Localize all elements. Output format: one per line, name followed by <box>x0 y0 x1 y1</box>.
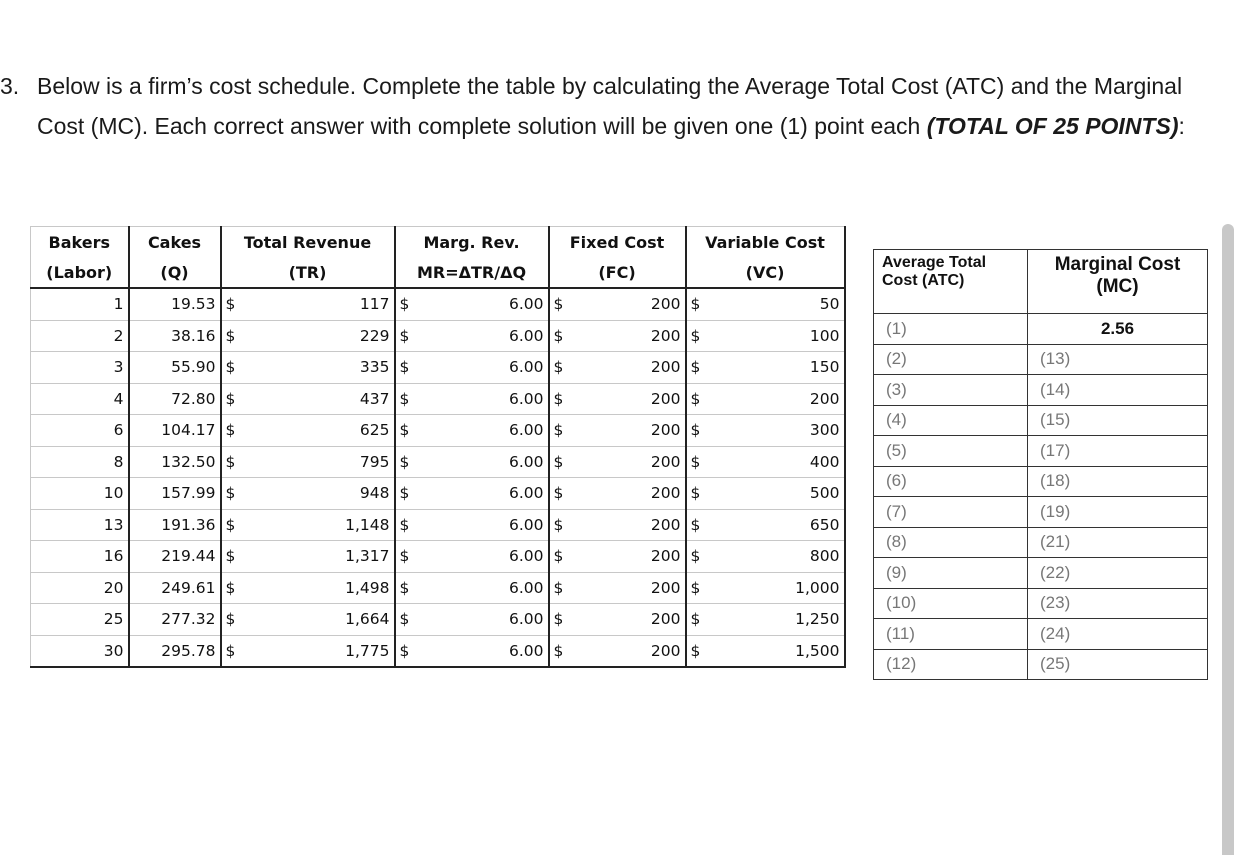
cakes-cell: 191.36 <box>129 509 221 541</box>
vc-currency-symbol: $ <box>686 320 710 352</box>
header-labor: Bakers <box>31 227 129 258</box>
variable-cost-cell: 650 <box>710 509 845 541</box>
cakes-cell: 277.32 <box>129 604 221 636</box>
header-cakes: Cakes <box>129 227 221 258</box>
variable-cost-cell: 300 <box>710 415 845 447</box>
labor-cell: 4 <box>31 383 129 415</box>
header-total-revenue-sub: (TR) <box>221 257 395 288</box>
tr-currency-symbol: $ <box>221 572 245 604</box>
header-fixed-cost-sub: (FC) <box>549 257 686 288</box>
marginal-revenue-cell: 6.00 <box>419 383 549 415</box>
mc-answer-cell: (19) <box>1028 497 1208 528</box>
marginal-revenue-cell: 6.00 <box>419 509 549 541</box>
cakes-cell: 72.80 <box>129 383 221 415</box>
cakes-cell: 249.61 <box>129 572 221 604</box>
mr-currency-symbol: $ <box>395 509 419 541</box>
variable-cost-cell: 150 <box>710 352 845 384</box>
labor-cell: 16 <box>31 541 129 573</box>
tr-currency-symbol: $ <box>221 478 245 510</box>
fixed-cost-cell: 200 <box>573 572 686 604</box>
table-row <box>31 604 845 636</box>
question-number: 3. <box>0 73 20 99</box>
mc-answer-cell: (18) <box>1028 466 1208 497</box>
mr-currency-symbol: $ <box>395 604 419 636</box>
mc-answer-cell: (17) <box>1028 436 1208 467</box>
mc-answer-cell: (24) <box>1028 619 1208 650</box>
cakes-cell: 38.16 <box>129 320 221 352</box>
labor-cell: 20 <box>31 572 129 604</box>
fc-currency-symbol: $ <box>549 352 573 384</box>
total-revenue-cell: 1,317 <box>245 541 395 573</box>
fixed-cost-cell: 200 <box>573 446 686 478</box>
total-revenue-cell: 1,664 <box>245 604 395 636</box>
table-row <box>874 436 1208 467</box>
fixed-cost-cell: 200 <box>573 541 686 573</box>
table-row <box>874 588 1208 619</box>
atc-answer-cell: (8) <box>874 527 1028 558</box>
tr-currency-symbol: $ <box>221 415 245 447</box>
tr-currency-symbol: $ <box>221 635 245 667</box>
total-revenue-cell: 625 <box>245 415 395 447</box>
mr-currency-symbol: $ <box>395 478 419 510</box>
atc-answer-cell: (1) <box>874 314 1028 345</box>
atc-answer-cell: (4) <box>874 405 1028 436</box>
tr-currency-symbol: $ <box>221 509 245 541</box>
labor-cell: 30 <box>31 635 129 667</box>
fc-currency-symbol: $ <box>549 446 573 478</box>
question-text <box>37 66 1200 146</box>
table-row <box>31 635 845 667</box>
table-row <box>31 415 845 447</box>
atc-answer-cell: (10) <box>874 588 1028 619</box>
table-row <box>874 375 1208 406</box>
fc-currency-symbol: $ <box>549 635 573 667</box>
table-row <box>31 572 845 604</box>
vc-currency-symbol: $ <box>686 478 710 510</box>
table-row <box>31 288 845 320</box>
mr-currency-symbol: $ <box>395 320 419 352</box>
answer-table <box>873 249 1208 680</box>
vc-currency-symbol: $ <box>686 635 710 667</box>
cakes-cell: 219.44 <box>129 541 221 573</box>
marginal-revenue-cell: 6.00 <box>419 635 549 667</box>
answer-table-wrap <box>873 249 1208 680</box>
header-marginal-cost: Marginal Cost (MC) <box>1028 250 1208 314</box>
variable-cost-cell: 800 <box>710 541 845 573</box>
mr-currency-symbol: $ <box>395 288 419 320</box>
table-row <box>874 405 1208 436</box>
table-row <box>31 478 845 510</box>
fixed-cost-cell: 200 <box>573 635 686 667</box>
fc-currency-symbol: $ <box>549 604 573 636</box>
total-revenue-cell: 948 <box>245 478 395 510</box>
marginal-revenue-cell: 6.00 <box>419 446 549 478</box>
header-fixed-cost: Fixed Cost <box>549 227 686 258</box>
mc-answer-cell: (15) <box>1028 405 1208 436</box>
total-revenue-cell: 117 <box>245 288 395 320</box>
header-row-2 <box>31 257 845 288</box>
fc-currency-symbol: $ <box>549 478 573 510</box>
fc-currency-symbol: $ <box>549 288 573 320</box>
vc-currency-symbol: $ <box>686 288 710 320</box>
total-revenue-cell: 335 <box>245 352 395 384</box>
mc-answer-cell: (21) <box>1028 527 1208 558</box>
atc-answer-cell: (9) <box>874 558 1028 589</box>
mr-currency-symbol: $ <box>395 415 419 447</box>
mc-answer-cell: (14) <box>1028 375 1208 406</box>
fixed-cost-cell: 200 <box>573 415 686 447</box>
vc-currency-symbol: $ <box>686 415 710 447</box>
vc-currency-symbol: $ <box>686 383 710 415</box>
mr-currency-symbol: $ <box>395 635 419 667</box>
table-row <box>31 352 845 384</box>
total-revenue-cell: 437 <box>245 383 395 415</box>
fc-currency-symbol: $ <box>549 415 573 447</box>
question-points-emphasis: (TOTAL OF 25 POINTS) <box>926 113 1179 139</box>
fc-currency-symbol: $ <box>549 572 573 604</box>
marginal-revenue-cell: 6.00 <box>419 352 549 384</box>
table-row <box>874 466 1208 497</box>
marginal-revenue-cell: 6.00 <box>419 288 549 320</box>
atc-answer-cell: (2) <box>874 344 1028 375</box>
header-marginal-revenue-sub: MR=ΔTR/ΔQ <box>395 257 549 288</box>
variable-cost-cell: 400 <box>710 446 845 478</box>
table-row <box>31 383 845 415</box>
variable-cost-cell: 500 <box>710 478 845 510</box>
total-revenue-cell: 229 <box>245 320 395 352</box>
marginal-revenue-cell: 6.00 <box>419 541 549 573</box>
question-text-main: Below is a firm’s cost schedule. Complete the table by calculating the Average Total Cost (ATC) and the Marginal Cost (MC). Each correct answer with complete solution will be given one (1) point each <box>37 73 1183 139</box>
header-variable-cost-sub: (VC) <box>686 257 845 288</box>
marginal-revenue-cell: 6.00 <box>419 572 549 604</box>
fixed-cost-cell: 200 <box>573 383 686 415</box>
marginal-revenue-cell: 6.00 <box>419 478 549 510</box>
variable-cost-cell: 200 <box>710 383 845 415</box>
table-row <box>874 497 1208 528</box>
tr-currency-symbol: $ <box>221 446 245 478</box>
atc-answer-cell: (12) <box>874 649 1028 680</box>
header-labor-sub: (Labor) <box>31 257 129 288</box>
marginal-revenue-cell: 6.00 <box>419 320 549 352</box>
mr-currency-symbol: $ <box>395 383 419 415</box>
labor-cell: 3 <box>31 352 129 384</box>
mc-answer-cell: (25) <box>1028 649 1208 680</box>
fc-currency-symbol: $ <box>549 541 573 573</box>
vertical-scrollbar[interactable] <box>1222 224 1234 855</box>
table-row <box>874 558 1208 589</box>
atc-answer-cell: (7) <box>874 497 1028 528</box>
total-revenue-cell: 1,775 <box>245 635 395 667</box>
fixed-cost-cell: 200 <box>573 352 686 384</box>
marginal-revenue-cell: 6.00 <box>419 415 549 447</box>
table-row <box>31 509 845 541</box>
header-cakes-sub: (Q) <box>129 257 221 288</box>
vc-currency-symbol: $ <box>686 604 710 636</box>
table-row <box>874 314 1208 345</box>
table-row <box>874 619 1208 650</box>
cakes-cell: 104.17 <box>129 415 221 447</box>
cakes-cell: 132.50 <box>129 446 221 478</box>
variable-cost-cell: 100 <box>710 320 845 352</box>
mc-answer-cell: (23) <box>1028 588 1208 619</box>
vc-currency-symbol: $ <box>686 352 710 384</box>
cakes-cell: 55.90 <box>129 352 221 384</box>
atc-answer-cell: (6) <box>874 466 1028 497</box>
tr-currency-symbol: $ <box>221 320 245 352</box>
table-row <box>31 541 845 573</box>
cakes-cell: 295.78 <box>129 635 221 667</box>
atc-answer-cell: (11) <box>874 619 1028 650</box>
fixed-cost-cell: 200 <box>573 288 686 320</box>
atc-answer-cell: (5) <box>874 436 1028 467</box>
cost-schedule-table <box>30 226 846 668</box>
header-row-1 <box>31 227 845 258</box>
variable-cost-cell: 1,250 <box>710 604 845 636</box>
table-row <box>31 446 845 478</box>
mr-currency-symbol: $ <box>395 446 419 478</box>
mr-currency-symbol: $ <box>395 572 419 604</box>
atc-answer-cell: (3) <box>874 375 1028 406</box>
total-revenue-cell: 1,148 <box>245 509 395 541</box>
fixed-cost-cell: 200 <box>573 509 686 541</box>
table-row <box>31 320 845 352</box>
table-row <box>874 527 1208 558</box>
variable-cost-cell: 50 <box>710 288 845 320</box>
variable-cost-cell: 1,500 <box>710 635 845 667</box>
mc-answer-cell: (22) <box>1028 558 1208 589</box>
question <box>0 66 1200 146</box>
fixed-cost-cell: 200 <box>573 478 686 510</box>
table-row <box>874 649 1208 680</box>
mr-currency-symbol: $ <box>395 352 419 384</box>
vc-currency-symbol: $ <box>686 509 710 541</box>
fc-currency-symbol: $ <box>549 509 573 541</box>
fc-currency-symbol: $ <box>549 383 573 415</box>
header-marginal-revenue: Marg. Rev. <box>395 227 549 258</box>
labor-cell: 8 <box>31 446 129 478</box>
mc-answer-cell: 2.56 <box>1028 314 1208 345</box>
tr-currency-symbol: $ <box>221 352 245 384</box>
vc-currency-symbol: $ <box>686 446 710 478</box>
variable-cost-cell: 1,000 <box>710 572 845 604</box>
labor-cell: 13 <box>31 509 129 541</box>
labor-cell: 25 <box>31 604 129 636</box>
table-row <box>874 344 1208 375</box>
total-revenue-cell: 795 <box>245 446 395 478</box>
tr-currency-symbol: $ <box>221 604 245 636</box>
marginal-revenue-cell: 6.00 <box>419 604 549 636</box>
fixed-cost-cell: 200 <box>573 604 686 636</box>
tr-currency-symbol: $ <box>221 383 245 415</box>
header-average-total-cost: Average Total Cost (ATC) <box>874 250 1028 314</box>
cakes-cell: 19.53 <box>129 288 221 320</box>
cakes-cell: 157.99 <box>129 478 221 510</box>
labor-cell: 6 <box>31 415 129 447</box>
vc-currency-symbol: $ <box>686 572 710 604</box>
fixed-cost-cell: 200 <box>573 320 686 352</box>
header-variable-cost: Variable Cost <box>686 227 845 258</box>
cost-schedule-table-wrap <box>30 226 846 668</box>
total-revenue-cell: 1,498 <box>245 572 395 604</box>
labor-cell: 2 <box>31 320 129 352</box>
tr-currency-symbol: $ <box>221 288 245 320</box>
answer-header-row <box>874 250 1208 314</box>
mc-answer-cell: (13) <box>1028 344 1208 375</box>
mr-currency-symbol: $ <box>395 541 419 573</box>
vc-currency-symbol: $ <box>686 541 710 573</box>
tr-currency-symbol: $ <box>221 541 245 573</box>
fc-currency-symbol: $ <box>549 320 573 352</box>
labor-cell: 10 <box>31 478 129 510</box>
labor-cell: 1 <box>31 288 129 320</box>
header-total-revenue: Total Revenue <box>221 227 395 258</box>
question-text-end: : <box>1178 113 1185 139</box>
